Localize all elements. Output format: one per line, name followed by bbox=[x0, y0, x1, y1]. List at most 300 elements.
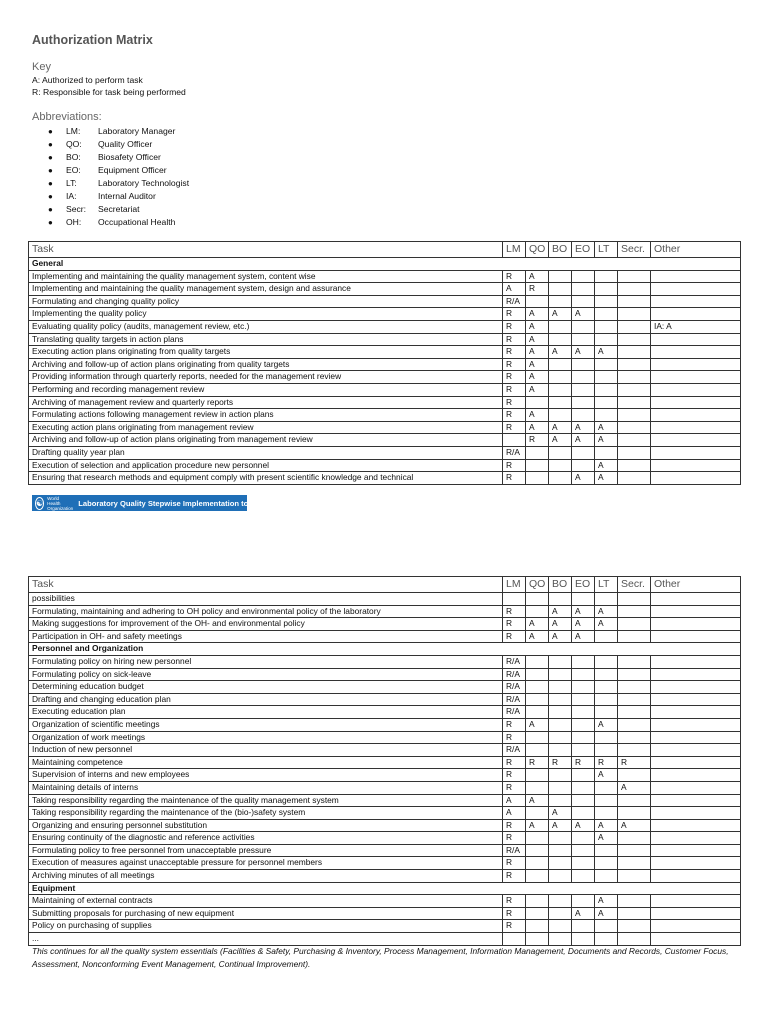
column-header: Other bbox=[651, 242, 741, 258]
who-lqsi-banner bbox=[32, 495, 256, 511]
role-cell bbox=[572, 371, 595, 384]
role-cell bbox=[651, 346, 741, 359]
task-cell: Taking responsibility regarding the maintenance of the (bio-)safety system bbox=[29, 807, 503, 820]
role-cell bbox=[572, 270, 595, 283]
role-cell bbox=[651, 907, 741, 920]
role-cell bbox=[572, 844, 595, 857]
role-cell bbox=[572, 655, 595, 668]
role-cell: A bbox=[549, 618, 572, 631]
role-cell: R bbox=[503, 320, 526, 333]
role-cell bbox=[595, 295, 618, 308]
role-cell: A bbox=[549, 630, 572, 643]
abbreviation-meaning: Laboratory Technologist bbox=[98, 178, 190, 188]
role-cell bbox=[572, 668, 595, 681]
role-cell: R bbox=[503, 308, 526, 321]
role-cell: R bbox=[503, 472, 526, 485]
abbreviation-code: QO: bbox=[66, 139, 82, 149]
role-cell bbox=[651, 870, 741, 883]
role-cell: IA: A bbox=[651, 320, 741, 333]
role-cell: R bbox=[572, 756, 595, 769]
role-cell bbox=[595, 933, 618, 946]
task-cell: Policy on purchasing of supplies bbox=[29, 920, 503, 933]
role-cell bbox=[595, 409, 618, 422]
abbreviation-code: Secr: bbox=[66, 204, 87, 214]
column-header: BO bbox=[549, 242, 572, 258]
role-cell bbox=[549, 895, 572, 908]
abbreviation-meaning: Quality Officer bbox=[98, 139, 153, 149]
role-cell bbox=[595, 844, 618, 857]
task-cell: Submitting proposals for purchasing of new equipment bbox=[29, 907, 503, 920]
role-cell: A bbox=[526, 383, 549, 396]
role-cell bbox=[595, 794, 618, 807]
table-row bbox=[29, 907, 741, 920]
role-cell bbox=[595, 781, 618, 794]
table-row bbox=[29, 895, 741, 908]
role-cell bbox=[651, 605, 741, 618]
role-cell bbox=[595, 320, 618, 333]
table-row bbox=[29, 346, 741, 359]
role-cell bbox=[651, 920, 741, 933]
role-cell bbox=[549, 409, 572, 422]
table-row bbox=[29, 358, 741, 371]
role-cell: R bbox=[503, 358, 526, 371]
column-header: LM bbox=[503, 242, 526, 258]
role-cell: A bbox=[572, 421, 595, 434]
role-cell bbox=[618, 618, 651, 631]
role-cell bbox=[618, 907, 651, 920]
role-cell bbox=[651, 630, 741, 643]
role-cell bbox=[595, 333, 618, 346]
role-cell: A bbox=[572, 472, 595, 485]
role-cell bbox=[549, 270, 572, 283]
role-cell bbox=[595, 383, 618, 396]
role-cell: A bbox=[549, 308, 572, 321]
role-cell bbox=[651, 895, 741, 908]
role-cell: A bbox=[595, 421, 618, 434]
role-cell: R bbox=[503, 857, 526, 870]
role-cell bbox=[618, 459, 651, 472]
table-row bbox=[29, 920, 741, 933]
role-cell bbox=[651, 383, 741, 396]
role-cell bbox=[572, 933, 595, 946]
role-cell bbox=[572, 358, 595, 371]
role-cell bbox=[549, 383, 572, 396]
role-cell bbox=[572, 295, 595, 308]
role-cell: R bbox=[526, 756, 549, 769]
role-cell bbox=[618, 655, 651, 668]
role-cell bbox=[503, 434, 526, 447]
column-header: Task bbox=[29, 577, 503, 593]
role-cell bbox=[572, 283, 595, 296]
role-cell bbox=[595, 371, 618, 384]
role-cell bbox=[572, 320, 595, 333]
role-cell bbox=[526, 920, 549, 933]
role-cell bbox=[595, 857, 618, 870]
role-cell bbox=[549, 844, 572, 857]
role-cell bbox=[651, 333, 741, 346]
table-row bbox=[29, 434, 741, 447]
role-cell bbox=[651, 371, 741, 384]
role-cell bbox=[651, 270, 741, 283]
role-cell bbox=[572, 706, 595, 719]
role-cell bbox=[549, 681, 572, 694]
role-cell: A bbox=[595, 459, 618, 472]
task-cell: Drafting quality year plan bbox=[29, 446, 503, 459]
task-cell: Organizing and ensuring personnel substitution bbox=[29, 819, 503, 832]
role-cell bbox=[526, 459, 549, 472]
role-cell bbox=[618, 409, 651, 422]
role-cell bbox=[651, 421, 741, 434]
role-cell: A bbox=[526, 618, 549, 631]
section-title: Equipment bbox=[29, 882, 741, 895]
table-row bbox=[29, 308, 741, 321]
role-cell bbox=[595, 396, 618, 409]
role-cell: A bbox=[526, 308, 549, 321]
task-cell: Organization of work meetings bbox=[29, 731, 503, 744]
role-cell bbox=[503, 933, 526, 946]
role-cell bbox=[651, 472, 741, 485]
role-cell bbox=[651, 769, 741, 782]
task-cell: Taking responsibility regarding the maintenance of the quality management system bbox=[29, 794, 503, 807]
role-cell bbox=[618, 346, 651, 359]
role-cell bbox=[572, 718, 595, 731]
role-cell bbox=[549, 718, 572, 731]
role-cell bbox=[526, 870, 549, 883]
table-row bbox=[29, 270, 741, 283]
role-cell: A bbox=[595, 819, 618, 832]
role-cell bbox=[618, 769, 651, 782]
column-header: Other bbox=[651, 577, 741, 593]
role-cell bbox=[618, 434, 651, 447]
role-cell bbox=[618, 320, 651, 333]
role-cell bbox=[618, 308, 651, 321]
role-cell bbox=[549, 333, 572, 346]
role-cell bbox=[595, 283, 618, 296]
role-cell bbox=[651, 693, 741, 706]
role-cell bbox=[651, 844, 741, 857]
role-cell bbox=[618, 371, 651, 384]
bullet-icon: ● bbox=[48, 218, 53, 227]
bullet-icon: ● bbox=[48, 205, 53, 214]
task-cell: Executing action plans originating from quality targets bbox=[29, 346, 503, 359]
role-cell bbox=[651, 396, 741, 409]
table-row bbox=[29, 605, 741, 618]
role-cell: R bbox=[503, 907, 526, 920]
task-cell: Formulating policy on hiring new personnel bbox=[29, 655, 503, 668]
table-row bbox=[29, 409, 741, 422]
role-cell bbox=[618, 630, 651, 643]
column-header: LM bbox=[503, 577, 526, 593]
table-row bbox=[29, 681, 741, 694]
table-row bbox=[29, 744, 741, 757]
role-cell bbox=[526, 396, 549, 409]
role-cell bbox=[526, 693, 549, 706]
role-cell bbox=[595, 593, 618, 606]
role-cell bbox=[618, 744, 651, 757]
role-cell bbox=[549, 920, 572, 933]
role-cell: A bbox=[526, 346, 549, 359]
role-cell: A bbox=[549, 421, 572, 434]
task-cell: Ensuring continuity of the diagnostic and reference activities bbox=[29, 832, 503, 845]
role-cell bbox=[618, 295, 651, 308]
task-cell: Formulating, maintaining and adhering to OH policy and environmental policy of the laboratory bbox=[29, 605, 503, 618]
role-cell bbox=[595, 668, 618, 681]
task-cell: Supervision of interns and new employees bbox=[29, 769, 503, 782]
task-cell: Archiving of management review and quarterly reports bbox=[29, 396, 503, 409]
task-cell: Implementing and maintaining the quality management system, content wise bbox=[29, 270, 503, 283]
task-cell: Maintaining of external contracts bbox=[29, 895, 503, 908]
role-cell bbox=[572, 681, 595, 694]
role-cell bbox=[595, 630, 618, 643]
key-heading: Key bbox=[32, 61, 51, 73]
bullet-icon: ● bbox=[48, 192, 53, 201]
role-cell bbox=[595, 693, 618, 706]
role-cell: R/A bbox=[503, 655, 526, 668]
task-cell: Drafting and changing education plan bbox=[29, 693, 503, 706]
role-cell bbox=[618, 358, 651, 371]
role-cell: R/A bbox=[503, 681, 526, 694]
column-header: Secr. bbox=[618, 577, 651, 593]
role-cell: A bbox=[595, 907, 618, 920]
table-row bbox=[29, 857, 741, 870]
role-cell bbox=[618, 706, 651, 719]
table-row bbox=[29, 769, 741, 782]
role-cell bbox=[549, 283, 572, 296]
task-cell: Evaluating quality policy (audits, management review, etc.) bbox=[29, 320, 503, 333]
role-cell bbox=[618, 920, 651, 933]
role-cell bbox=[595, 731, 618, 744]
task-cell: Organization of scientific meetings bbox=[29, 718, 503, 731]
role-cell bbox=[549, 706, 572, 719]
role-cell bbox=[549, 446, 572, 459]
role-cell: A bbox=[572, 618, 595, 631]
role-cell bbox=[549, 593, 572, 606]
role-cell bbox=[595, 681, 618, 694]
role-cell bbox=[651, 731, 741, 744]
table-row bbox=[29, 756, 741, 769]
role-cell: A bbox=[595, 832, 618, 845]
role-cell bbox=[549, 396, 572, 409]
task-cell: Making suggestions for improvement of the OH- and environmental policy bbox=[29, 618, 503, 631]
task-cell: Archiving and follow-up of action plans originating from management review bbox=[29, 434, 503, 447]
table-row bbox=[29, 731, 741, 744]
role-cell: A bbox=[503, 794, 526, 807]
column-header: LT bbox=[595, 577, 618, 593]
role-cell: A bbox=[595, 895, 618, 908]
column-header: EO bbox=[572, 577, 595, 593]
role-cell bbox=[549, 794, 572, 807]
role-cell bbox=[651, 308, 741, 321]
role-cell bbox=[572, 459, 595, 472]
task-cell: Participation in OH- and safety meetings bbox=[29, 630, 503, 643]
table-row bbox=[29, 396, 741, 409]
role-cell bbox=[549, 655, 572, 668]
role-cell bbox=[595, 358, 618, 371]
section-row bbox=[29, 882, 741, 895]
abbreviation-code: OH: bbox=[66, 217, 82, 227]
task-cell: Maintaining details of interns bbox=[29, 781, 503, 794]
role-cell: A bbox=[549, 434, 572, 447]
role-cell bbox=[572, 744, 595, 757]
role-cell bbox=[618, 718, 651, 731]
role-cell: A bbox=[572, 346, 595, 359]
abbreviations-heading: Abbreviations: bbox=[32, 111, 102, 123]
role-cell bbox=[526, 781, 549, 794]
role-cell: R/A bbox=[503, 744, 526, 757]
role-cell: R bbox=[526, 283, 549, 296]
table-row bbox=[29, 781, 741, 794]
role-cell bbox=[526, 731, 549, 744]
role-cell: A bbox=[595, 718, 618, 731]
role-cell: R/A bbox=[503, 844, 526, 857]
role-cell: R bbox=[595, 756, 618, 769]
table-row bbox=[29, 618, 741, 631]
role-cell: A bbox=[526, 320, 549, 333]
role-cell bbox=[572, 693, 595, 706]
role-cell bbox=[526, 472, 549, 485]
role-cell: A bbox=[503, 807, 526, 820]
role-cell: A bbox=[595, 605, 618, 618]
role-cell: R bbox=[503, 870, 526, 883]
role-cell bbox=[618, 283, 651, 296]
role-cell: A bbox=[526, 630, 549, 643]
role-cell bbox=[572, 769, 595, 782]
role-cell: R bbox=[503, 630, 526, 643]
role-cell bbox=[651, 668, 741, 681]
role-cell bbox=[549, 832, 572, 845]
role-cell bbox=[526, 593, 549, 606]
role-cell: A bbox=[526, 358, 549, 371]
column-header: BO bbox=[549, 577, 572, 593]
table-row bbox=[29, 819, 741, 832]
role-cell: A bbox=[526, 333, 549, 346]
role-cell: R bbox=[503, 618, 526, 631]
role-cell bbox=[618, 472, 651, 485]
role-cell: A bbox=[595, 346, 618, 359]
role-cell bbox=[572, 446, 595, 459]
task-cell: Determining education budget bbox=[29, 681, 503, 694]
role-cell bbox=[651, 857, 741, 870]
role-cell bbox=[549, 320, 572, 333]
role-cell bbox=[549, 870, 572, 883]
role-cell bbox=[595, 870, 618, 883]
role-cell bbox=[595, 446, 618, 459]
authorization-table-1 bbox=[28, 241, 741, 485]
role-cell bbox=[572, 920, 595, 933]
table-row bbox=[29, 320, 741, 333]
role-cell bbox=[618, 857, 651, 870]
role-cell bbox=[618, 421, 651, 434]
table-row bbox=[29, 295, 741, 308]
role-cell: R bbox=[503, 819, 526, 832]
role-cell: R bbox=[503, 409, 526, 422]
role-cell bbox=[572, 383, 595, 396]
role-cell bbox=[549, 769, 572, 782]
role-cell: R bbox=[503, 333, 526, 346]
role-cell: R bbox=[503, 718, 526, 731]
role-cell: A bbox=[572, 605, 595, 618]
role-cell bbox=[618, 870, 651, 883]
role-cell: R bbox=[503, 371, 526, 384]
bullet-icon: ● bbox=[48, 153, 53, 162]
table-row bbox=[29, 807, 741, 820]
role-cell bbox=[549, 459, 572, 472]
role-cell bbox=[572, 794, 595, 807]
role-cell bbox=[651, 819, 741, 832]
role-cell bbox=[651, 295, 741, 308]
role-cell bbox=[572, 781, 595, 794]
role-cell bbox=[618, 446, 651, 459]
role-cell: A bbox=[503, 283, 526, 296]
task-cell: Providing information through quarterly reports, needed for the management review bbox=[29, 371, 503, 384]
task-cell: Archiving and follow-up of action plans originating from quality targets bbox=[29, 358, 503, 371]
table-row bbox=[29, 630, 741, 643]
role-cell bbox=[526, 668, 549, 681]
table-header-row bbox=[29, 242, 741, 258]
role-cell bbox=[526, 655, 549, 668]
task-cell: Ensuring that research methods and equipment comply with present scientific knowledge and technical bbox=[29, 472, 503, 485]
role-cell: R bbox=[618, 756, 651, 769]
table-row bbox=[29, 446, 741, 459]
role-cell bbox=[651, 283, 741, 296]
role-cell bbox=[549, 857, 572, 870]
role-cell bbox=[526, 895, 549, 908]
role-cell: A bbox=[572, 308, 595, 321]
role-cell bbox=[651, 744, 741, 757]
role-cell bbox=[595, 270, 618, 283]
role-cell: A bbox=[526, 409, 549, 422]
role-cell bbox=[595, 706, 618, 719]
abbreviation-meaning: Laboratory Manager bbox=[98, 126, 176, 136]
column-header: EO bbox=[572, 242, 595, 258]
role-cell: A bbox=[526, 819, 549, 832]
role-cell: R bbox=[503, 769, 526, 782]
role-cell bbox=[651, 794, 741, 807]
role-cell: A bbox=[595, 769, 618, 782]
abbreviation-meaning: Equipment Officer bbox=[98, 165, 167, 175]
role-cell bbox=[572, 857, 595, 870]
task-cell: Implementing and maintaining the quality management system, design and assurance bbox=[29, 283, 503, 296]
column-header: LT bbox=[595, 242, 618, 258]
task-cell: Archiving minutes of all meetings bbox=[29, 870, 503, 883]
abbreviation-code: LM: bbox=[66, 126, 81, 136]
role-cell bbox=[572, 870, 595, 883]
bullet-icon: ● bbox=[48, 179, 53, 188]
role-cell bbox=[618, 681, 651, 694]
role-cell: A bbox=[572, 434, 595, 447]
role-cell bbox=[549, 781, 572, 794]
role-cell: R/A bbox=[503, 693, 526, 706]
role-cell bbox=[549, 933, 572, 946]
role-cell: R bbox=[503, 459, 526, 472]
role-cell bbox=[651, 358, 741, 371]
role-cell bbox=[651, 593, 741, 606]
role-cell bbox=[595, 807, 618, 820]
table-row bbox=[29, 933, 741, 946]
role-cell bbox=[595, 744, 618, 757]
role-cell: A bbox=[595, 618, 618, 631]
role-cell bbox=[572, 895, 595, 908]
role-cell bbox=[618, 832, 651, 845]
role-cell bbox=[618, 731, 651, 744]
role-cell: A bbox=[526, 270, 549, 283]
who-org-name: World Health Organization bbox=[47, 495, 74, 511]
role-cell: A bbox=[549, 346, 572, 359]
role-cell bbox=[526, 295, 549, 308]
role-cell bbox=[549, 731, 572, 744]
task-cell: possibilities bbox=[29, 593, 503, 606]
table-row bbox=[29, 371, 741, 384]
